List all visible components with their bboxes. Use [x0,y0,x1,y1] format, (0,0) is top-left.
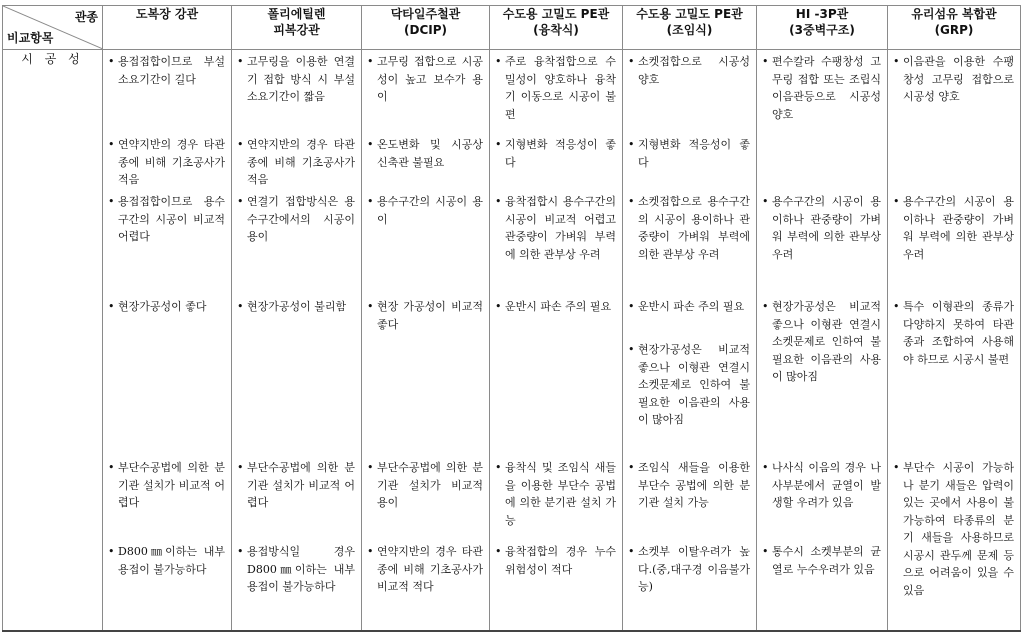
cell-col-4 [490,50,623,632]
bullet-item [763,543,881,578]
bullet-item [109,459,225,512]
bullet-text: • 운반시 파손 주의 필요 [505,300,612,313]
bullet-text: • 융착접합시 용수구간의 시공이 비교적 어렵고 관중량이 가벼워 부력에 의한 관부상 우려 [505,195,616,261]
bullet-item [496,136,616,171]
bullet-item [629,459,750,512]
bullet-item [894,193,1014,263]
col-header-6: HI -3P관 (3중벽구조) [757,6,888,50]
bullet-item [763,193,881,263]
bullet-text: • 부단수공법에 의한 분기관 설치가 비교적 어렵다 [247,461,355,509]
cell-col-2 [232,50,362,632]
bullet-text: • 지형변화 적응성이 좋다 [505,138,616,169]
bullet-text: • 이음관을 이용한 수팽창성 고무링 접합으로 시공성 양호 [903,55,1014,103]
cell-col-1 [103,50,232,632]
bullet-item [238,136,355,189]
bullet-text: • 현장가공성이 좋다 [118,300,207,313]
bullet-item [629,193,750,263]
col-header-5: 수도용 고밀도 PE관 (조임식) [623,6,757,50]
bullet-text: • 특수 이형관의 종류가 다양하지 못하여 타관종과 조합하여 사용해야 하므로 시공시 불편 [903,300,1014,366]
bullet-text: • 소켓접합으로 용수구간의 시공이 용이하나 관중량이 가벼워 부력에 의한 관부상 우려 [638,195,750,261]
col-header-7: 유리섬유 복합관 (GRP) [888,6,1021,50]
bullet-text: • 용수구간의 시공이 용이 [377,195,483,226]
bullet-item [496,193,616,263]
bullet-text: • D800㎜이하는 내부용접이 불가능하다 [118,545,225,576]
bullet-text: • 현장가공성이 불리함 [247,300,347,313]
bullet-text: • 나사식 이음의 경우 나사부분에서 균열이 발생할 우려가 있음 [772,461,881,509]
bullet-text: • 부단수공법에 의한 분기관 설치가 비교적 용이 [377,461,483,509]
bullet-item [368,136,483,171]
cell-col-5 [623,50,757,632]
comparison-table [2,5,1021,632]
bullet-text: • 용접접합이므로 부설 소요기간이 길다 [118,55,225,86]
bullet-text: • 조임식 새들을 이용한 부단수 공법에 의한 분기관 설치 가능 [638,461,750,509]
header-corner [3,6,103,50]
bullet-item [894,298,1014,368]
bullet-item [368,53,483,106]
bullet-item [496,543,616,578]
bullet-text: • 운반시 파손 주의 필요 [638,300,745,313]
bullet-text: • 연약지반의 경우 타관종에 비해 기초공사가 비교적 적다 [377,545,483,593]
bullet-text: • 부단수공법에 의한 분기관 설치가 비교적 어렵다 [118,461,225,509]
bullet-item [238,459,355,512]
cell-col-3 [362,50,490,632]
bullet-text: • 연약지반의 경우 타관종에 비해 기초공사가 적음 [118,138,225,186]
bullet-item [629,543,750,596]
bullet-text: • 연약지반의 경우 타관종에 비해 기초공사가 적음 [247,138,355,186]
bullet-item [496,53,616,123]
bullet-text: • 용수구간의 시공이 용이하나 관중량이 가벼워 부력에 의한 관부상 우려 [903,195,1014,261]
bullet-text: • 지형변화 적응성이 좋다 [638,138,750,169]
col-header-3: 닥타일주철관 (DCIP) [362,6,490,50]
bullet-item [368,193,483,228]
bullet-item [894,459,1014,599]
bullet-text: • 주로 융착접합으로 수밀성이 양호하나 융착기 이동으로 시공이 불편 [505,55,616,121]
header-row [3,6,1021,50]
bullet-item [368,459,483,512]
bullet-item [109,298,225,316]
bullet-text: • 융착식 및 조임식 새들을 이용한 부단수 공법에 의한 분기관 설치 가능 [505,461,616,527]
row-construction [3,50,1021,632]
bullet-text: • 융착접합의 경우 누수위험성이 적다 [505,545,616,576]
bullet-item [629,136,750,171]
bullet-text: • 부단수 시공이 가능하나 분기 새들은 압력이 있는 곳에서 사용이 불가능하여 타종류의 분기 새들을 사용하므로 시공시 관두께 문제 등으로 어려움이 있을 수 있음 [903,461,1014,597]
bullet-item [238,543,355,596]
bullet-item [368,543,483,596]
bullet-item [109,193,225,246]
row-label: 시 공 성 [3,50,103,632]
corner-bottom-label: 비교항목 [7,31,54,45]
bullet-item [894,53,1014,106]
bullet-item [238,193,355,246]
bullet-text: • 현장 가공성이 비교적 좋다 [377,300,483,331]
bullet-text: • 용수구간의 시공이 용이하나 관중량이 가벼워 부력에 의한 관부상 우려 [772,195,881,261]
bullet-item [629,53,750,88]
bullet-text: • 편수칼라 수팽창성 고무링 접합 또는 조립식 이음관등으로 시공성 양호 [772,55,881,121]
bullet-item [763,459,881,512]
bullet-item [496,298,616,316]
corner-top-label: 관종 [74,10,98,24]
bullet-text: • 연결기 접합방식은 용수구간에서의 시공이 용이 [247,195,355,243]
col-header-1: 도복장 강관 [103,6,232,50]
bullet-item [238,53,355,106]
bullet-item [496,459,616,529]
col-header-4: 수도용 고밀도 PE관 (융착식) [490,6,623,50]
bullet-item [109,543,225,578]
cell-col-7 [888,50,1021,632]
bullet-text: • 소켓접합으로 시공성 양호 [638,55,750,86]
bullet-item [109,136,225,189]
bullet-item [109,53,225,88]
bullet-text: • 용접접합이므로 용수구간의 시공이 비교적 어렵다 [118,195,225,243]
bullet-item [629,298,750,316]
bullet-item [763,53,881,123]
bullet-text: • 소켓부 이탈우려가 높다.(중,대구경 이음불가능) [638,545,750,593]
bullet-item [238,298,355,316]
cell-col-6 [757,50,888,632]
bullet-text: • 고무링을 이용한 연결기 접합 방식 시 부설소요기간이 짧음 [247,55,355,103]
bullet-item [629,341,750,429]
col-header-2: 폴리에틸렌 피복강관 [232,6,362,50]
bullet-text: • 통수시 소켓부분의 균열로 누수우려가 있음 [772,545,881,576]
bullet-item [763,298,881,386]
bullet-text: • 현장가공성은 비교적 좋으나 이형관 연결시 소켓문제로 인하여 불필요한 이음관의 사용이 많아짐 [772,300,881,383]
bullet-text: • 용접방식일 경우 D800㎜이하는 내부용접이 불가능하다 [247,545,355,593]
bullet-item [368,298,483,333]
bullet-text: • 현장가공성은 비교적 좋으나 이형관 연결시 소켓문제로 인하여 불필요한 이음관의 사용이 많아짐 [638,343,750,426]
bullet-text: • 고무링 접합으로 시공성이 높고 보수가 용이 [377,55,483,103]
bullet-text: • 온도변화 및 시공상 신축관 불필요 [377,138,483,169]
